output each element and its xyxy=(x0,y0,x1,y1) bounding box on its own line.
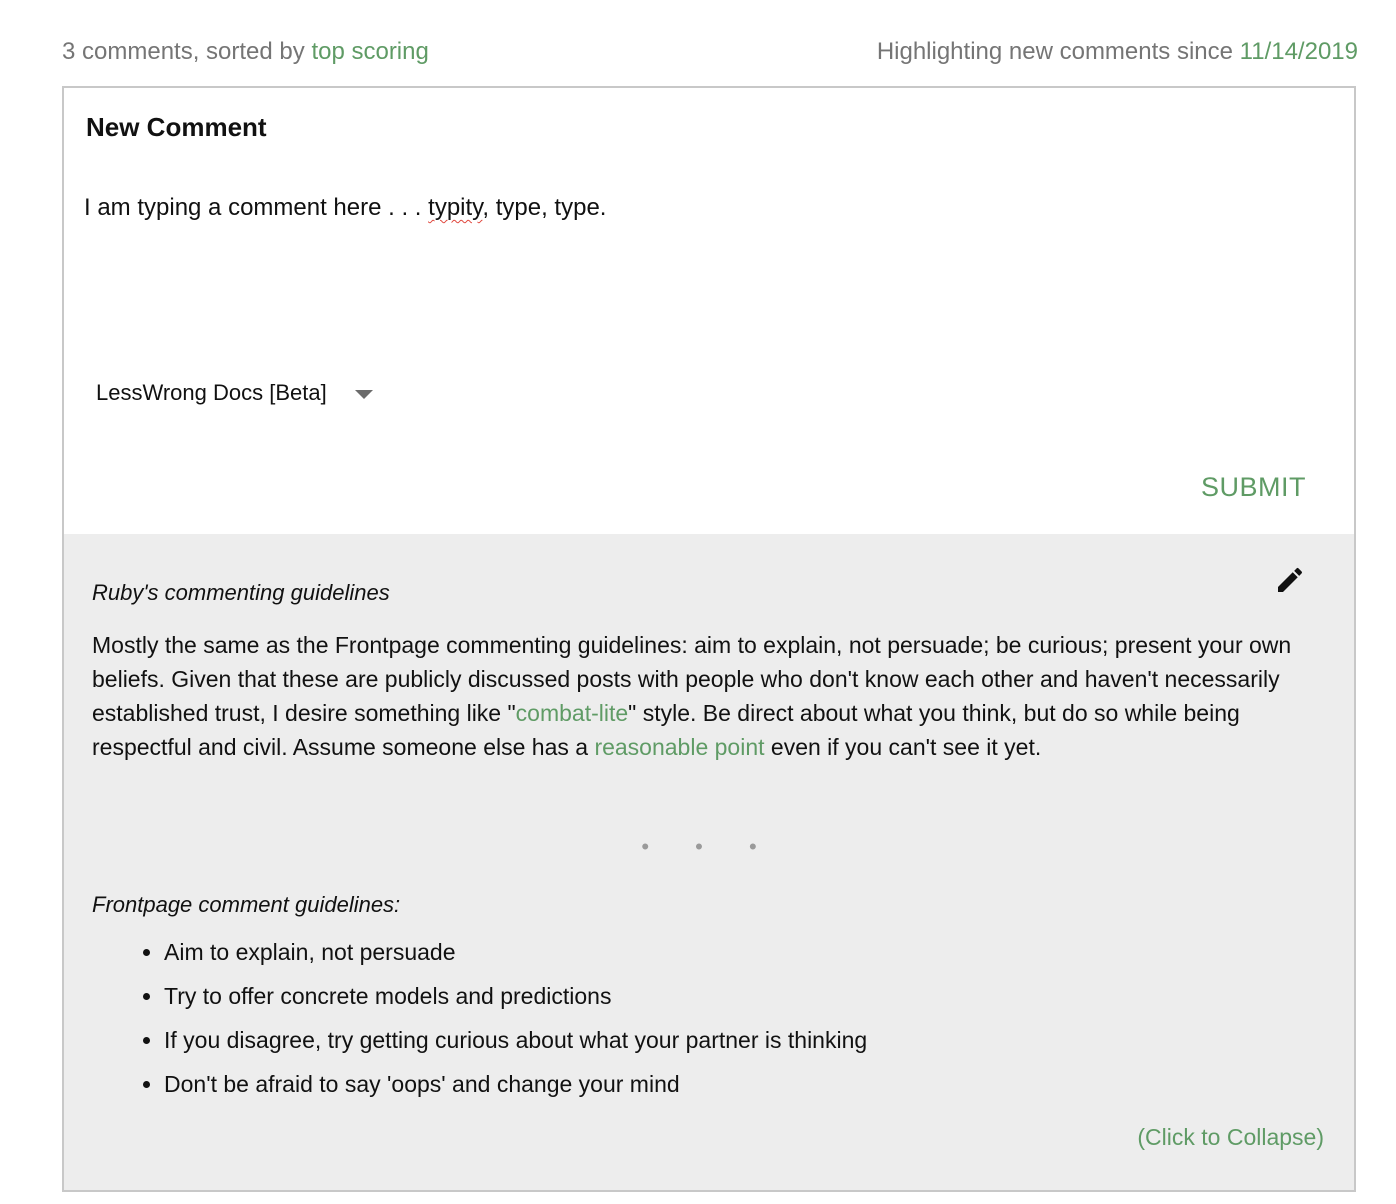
comments-header xyxy=(62,36,1358,68)
highlight-date-link[interactable]: 11/14/2019 xyxy=(1239,38,1358,65)
guidelines-body xyxy=(92,628,1332,764)
reasonable-point-link[interactable]: reasonable point xyxy=(594,734,765,760)
highlight-text: Highlighting new comments since xyxy=(876,38,1233,65)
sort-option-link[interactable]: top scoring xyxy=(311,38,429,65)
pencil-icon[interactable] xyxy=(1274,564,1306,596)
comments-summary xyxy=(62,38,429,66)
list-item: • If you disagree, try getting curious about what your partner is thinking xyxy=(164,1018,867,1062)
chevron-down-icon xyxy=(355,390,373,399)
guidelines-text-1: Mostly the same as the Frontpage commenting guidelines: aim to explain, not persuade; be curious; present your own beliefs. Given that these are publicly discussed posts with people who don't know each other and haven't necessarily established trust, I desire something like " xyxy=(92,632,1292,726)
editor-type-label: LessWrong Docs [Beta] xyxy=(96,380,327,405)
guidelines-text-3: even if you can't see it yet. xyxy=(764,734,1042,760)
comment-editor[interactable] xyxy=(84,194,1334,344)
new-comment-form xyxy=(62,86,1356,1192)
commenting-guidelines-panel xyxy=(64,534,1354,1190)
comment-text-end: , type, type. xyxy=(482,194,607,221)
frontpage-guidelines-title: Frontpage comment guidelines: xyxy=(92,892,401,917)
highlight-summary xyxy=(877,38,1358,66)
misspelled-word: typity xyxy=(428,194,483,221)
frontpage-guidelines-list xyxy=(92,930,867,1106)
combat-lite-link[interactable]: combat-lite xyxy=(515,700,629,726)
section-separator: • • • xyxy=(641,834,777,859)
collapse-guidelines-link[interactable]: (Click to Collapse) xyxy=(1137,1124,1324,1150)
editor-type-select[interactable] xyxy=(96,380,373,406)
comments-count-text: 3 comments, sorted by xyxy=(62,38,305,65)
guidelines-title: Ruby's commenting guidelines xyxy=(92,580,390,605)
new-comment-title: New Comment xyxy=(86,112,267,142)
comment-text-start: I am typing a comment here . . . xyxy=(84,194,429,221)
submit-button[interactable]: SUBMIT xyxy=(1200,472,1306,502)
list-item: • Don't be afraid to say 'oops' and change your mind xyxy=(164,1062,867,1106)
list-item: • Aim to explain, not persuade xyxy=(164,930,867,974)
list-item: • Try to offer concrete models and predictions xyxy=(164,974,867,1018)
guidelines-text-2: " style. Be direct about what you think, but do so while being respectful and civil. Assume someone else has a xyxy=(92,700,1240,760)
